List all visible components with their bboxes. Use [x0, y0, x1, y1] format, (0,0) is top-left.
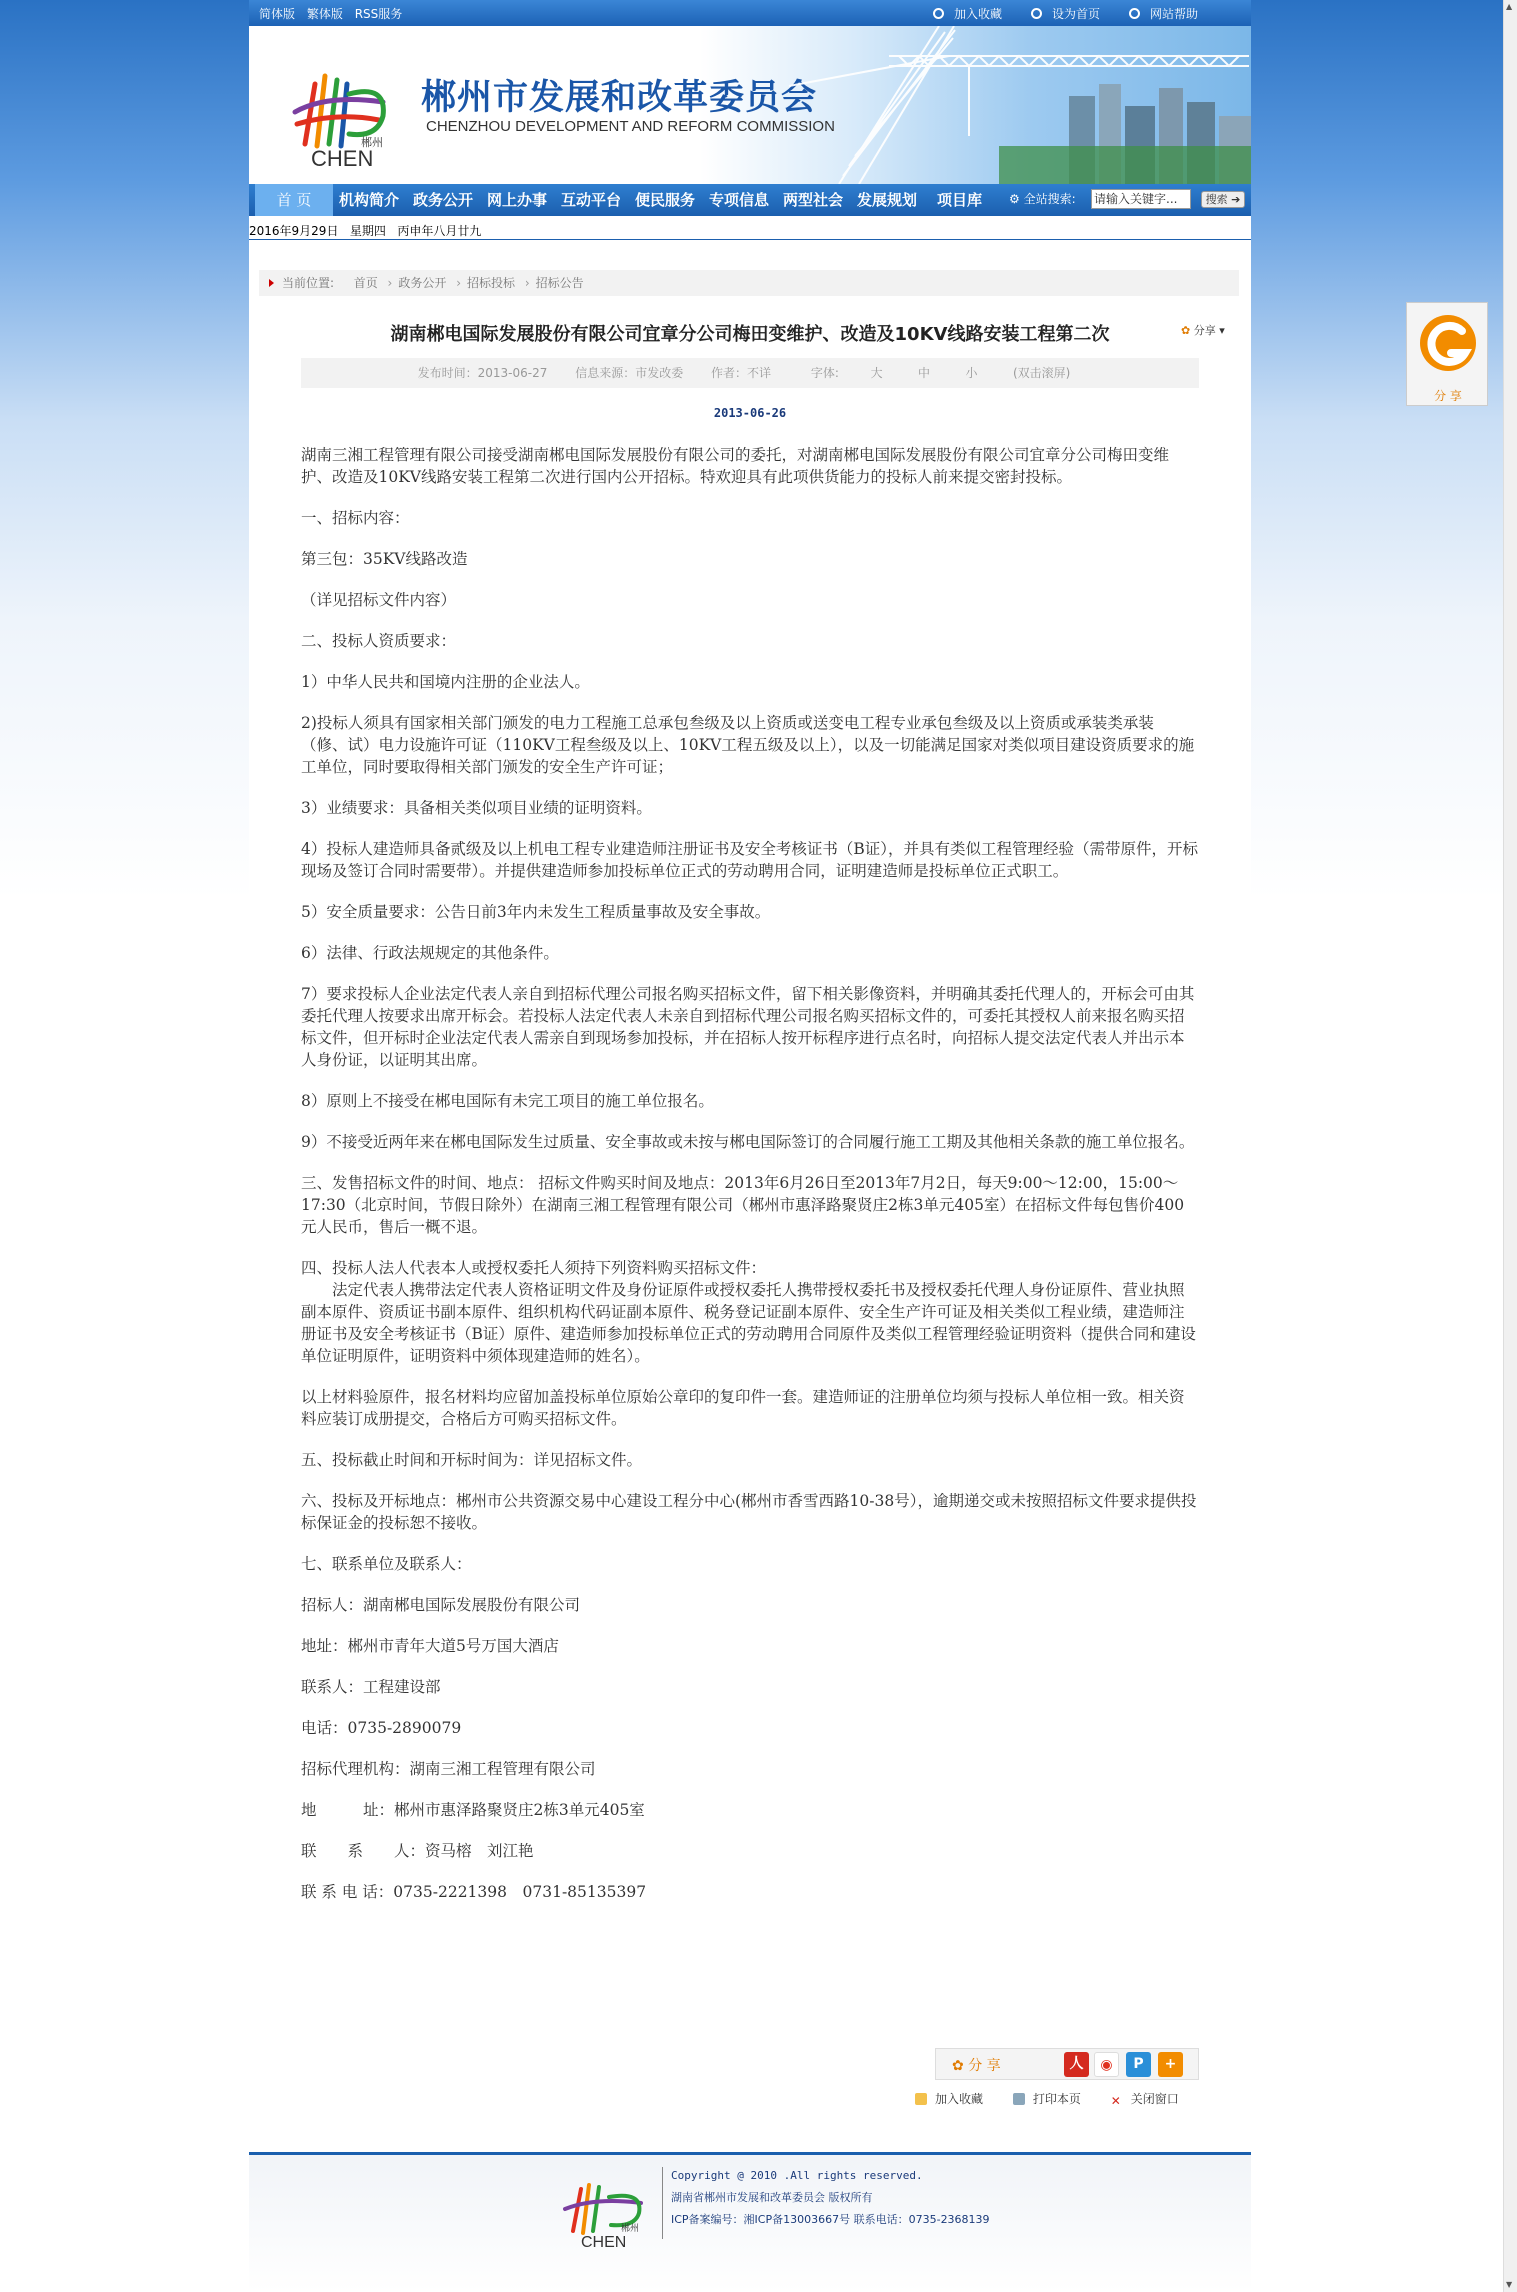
- paragraph: 联 系 电 话：0735-2221398 0731-85135397: [301, 1883, 647, 1901]
- simplified-link[interactable]: 简体版: [259, 7, 296, 21]
- article-date: 2013-06-26: [713, 406, 787, 420]
- paragraph: 9）不接受近两年来在郴电国际发生过质量、安全事故或未按与郴电国际签订的合同履行施工工期及其他相关条款的施工单位报名。: [301, 1133, 1195, 1151]
- renmin-icon[interactable]: 人: [1064, 2052, 1089, 2077]
- current-date: 2016年9月29日: [249, 224, 339, 238]
- paragraph: 第三包：35KV线路改造: [301, 550, 468, 568]
- paragraph: 六、投标及开标地点：郴州市公共资源交易中心建设工程分中心(郴州市香雪西路10-38号），逾期递交或未按照招标文件要求提供投标保证金的投标恕不接收。: [301, 1492, 1197, 1532]
- breadcrumb-gov-affairs[interactable]: 政务公开: [398, 276, 447, 290]
- chevron-down-icon: ▾: [1219, 324, 1225, 337]
- nav-gov-affairs[interactable]: 政务公开: [413, 191, 474, 209]
- city-crane-illustration: [769, 26, 1251, 184]
- chevron-right-icon: ›: [387, 276, 393, 290]
- paragraph: 5）安全质量要求：公告日前3年内未发生工程质量事故及安全事故。: [301, 903, 771, 921]
- close-window-button[interactable]: ✕ 关闭窗口: [1110, 2092, 1179, 2108]
- nav-special-info[interactable]: 专项信息: [709, 191, 770, 209]
- publish-time: 发布时间：2013-06-27: [417, 366, 548, 380]
- nav-interaction[interactable]: 互动平台: [561, 191, 622, 209]
- add-favorite-link[interactable]: 加入收藏: [933, 5, 1031, 22]
- qq-icon[interactable]: P: [1126, 2052, 1151, 2077]
- top-bar: [249, 0, 1251, 26]
- traditional-link[interactable]: 繁体版: [306, 7, 343, 21]
- nav-about[interactable]: 机构简介: [339, 191, 400, 209]
- paragraph: 联系人：工程建设部: [301, 1678, 441, 1696]
- share-label[interactable]: ✿ 分 享: [952, 2058, 1001, 2074]
- chevron-right-icon: ›: [456, 276, 462, 290]
- nav-online-service[interactable]: 网上办事: [487, 191, 548, 209]
- site-title: 郴州市发展和改革委员会: [421, 78, 818, 118]
- lunar-date: 丙申年八月廿九: [397, 224, 482, 238]
- font-medium-link[interactable]: 中: [918, 366, 931, 380]
- paragraph: 地 址：郴州市惠泽路聚贤庄2栋3单元405室: [301, 1801, 645, 1819]
- share-dropdown[interactable]: ✿ 分享 ▾: [1181, 324, 1225, 337]
- footer: [249, 2152, 1251, 2292]
- section4-title: 四、投标人法人代表本人或授权委托人须持下列资料购买招标文件：: [301, 1259, 767, 1277]
- article-body: [301, 444, 1199, 1922]
- paragraph: 4）投标人建造师具备贰级及以上机电工程专业建造师注册证书及安全考核证书（B证），并具有类似工程管理经验（需带原件，开标现场及签订合同时需要带）。并提供建造师参加投标单位正式的劳动聘用合同，证明建造师是投标单位正式职工。: [301, 840, 1199, 880]
- author: 作者：不详: [711, 366, 772, 380]
- breadcrumb-bid-notice[interactable]: 招标公告: [535, 276, 584, 290]
- font-large-link[interactable]: 大: [870, 366, 883, 380]
- share-logo-icon: ✿: [952, 2058, 964, 2074]
- double-click-scroll[interactable]: (双击滚屏): [1012, 366, 1071, 380]
- share-small-icon: ✿: [1181, 324, 1191, 337]
- add-favorite-button[interactable]: 加入收藏: [915, 2090, 983, 2107]
- paragraph: 2)投标人须具有国家相关部门颁发的电力工程施工总承包叁级及以上资质或送变电工程专业承包叁级及以上资质或承装类承装（修、试）电力设施许可证（110KV工程叁级及以上、10KV工程五级及以上），以及一切能满足国家对类似项目建设资质要求的施工单位，同时要取得相关部门颁发的安全生产许可证；: [301, 714, 1195, 776]
- nav-project-library[interactable]: 项目库: [937, 191, 983, 209]
- scroll-up-icon[interactable]: ▲: [1506, 2, 1513, 11]
- set-homepage-link[interactable]: 设为首页: [1031, 5, 1129, 22]
- chenzhou-logo-icon[interactable]: [287, 54, 397, 174]
- scroll-down-icon[interactable]: ▼: [1506, 2280, 1513, 2289]
- search-button[interactable]: 搜索 ➔: [1201, 191, 1245, 208]
- paragraph: 7）要求投标人企业法定代表人亲自到招标代理公司报名购买招标文件，留下相关影像资料，并明确其委托代理人的，开标会可由其委托代理人按要求出席开标会。若投标人法定代表人未亲自到招标代理公司报名购买招标文件的，可委托其授权人前来报名购买招标文件，但开标时企业法定代表人需亲自到现场参加投标，并在招标人按开标程序进行点名时，向招标人提交法定代表人并出示本人身份证，以证明其出席。: [301, 985, 1195, 1069]
- close-icon: ✕: [1110, 2094, 1121, 2108]
- more-icon[interactable]: +: [1158, 2052, 1183, 2077]
- paragraph: 一、招标内容：: [301, 509, 410, 527]
- floating-share-label: 分 享: [1434, 389, 1462, 403]
- floating-share-button[interactable]: [1406, 302, 1488, 406]
- paragraph: 七、联系单位及联系人：: [301, 1555, 472, 1573]
- header-banner: [249, 26, 1251, 184]
- main-nav: [249, 184, 1251, 216]
- footer-owner: 湖南省郴州市发展和改革委员会 版权所有: [671, 2191, 873, 2204]
- paragraph: 五、投标截止时间和开标时间为：详见招标文件。: [301, 1451, 643, 1469]
- weibo-icon[interactable]: ◉: [1094, 2052, 1119, 2077]
- svg-text:CHEN: CHEN: [581, 2234, 627, 2251]
- logo-sub: CHEN: [311, 146, 374, 171]
- paragraph: 8）原则上不接受在郴电国际有未完工项目的施工单位报名。: [301, 1092, 714, 1110]
- arrow-right-icon: ➔: [1231, 193, 1241, 206]
- page: [249, 0, 1251, 2292]
- paragraph: 1）中华人民共和国境内注册的企业法人。: [301, 673, 590, 691]
- footer-divider: [662, 2167, 663, 2239]
- current-weekday: 星期四: [349, 224, 386, 238]
- arrow-bullet-icon: [269, 279, 274, 287]
- font-size-control: 字体: 大 中 小 (双击滚屏): [810, 366, 1071, 380]
- breadcrumb-home[interactable]: 首页: [353, 276, 378, 290]
- search-input[interactable]: 请输入关键字...: [1091, 189, 1191, 209]
- logo-text: 郴州: [361, 136, 383, 149]
- paragraph: 电话：0735-2890079: [301, 1719, 462, 1737]
- paragraph: 以上材料验原件，报名材料均应留加盖投标单位原始公章印的复印件一套。建造师证的注册单位均须与投标人单位相一致。相关资料应装订成册提交，合格后方可购买招标文件。: [301, 1388, 1185, 1428]
- info-source: 信息来源：市发改委: [575, 366, 684, 380]
- print-button[interactable]: 打印本页: [1013, 2090, 1081, 2107]
- breadcrumb-label: 当前位置:: [282, 276, 335, 290]
- paragraph: 联 系 人：资马榕 刘江艳: [301, 1842, 534, 1860]
- paragraph: 招标代理机构：湖南三湘工程管理有限公司: [301, 1760, 596, 1778]
- paragraph: （详见招标文件内容）: [301, 591, 457, 609]
- search-icon: ⚙: [1009, 192, 1020, 206]
- nav-home[interactable]: 首 页: [255, 184, 333, 216]
- printer-icon: [1013, 2093, 1025, 2105]
- vertical-scrollbar[interactable]: [1503, 0, 1517, 2292]
- paragraph: 6）法律、行政法规规定的其他条件。: [301, 944, 559, 962]
- article-meta: [301, 358, 1199, 388]
- nav-planning[interactable]: 发展规划: [857, 191, 918, 209]
- chevron-right-icon: ›: [524, 276, 530, 290]
- breadcrumb-bidding[interactable]: 招标投标: [467, 276, 516, 290]
- section4: [301, 1257, 1199, 1367]
- footer-logo-icon: [559, 2171, 655, 2251]
- folder-icon: [915, 2093, 927, 2105]
- footer-text: [671, 2165, 990, 2231]
- article-tools: [915, 2090, 1205, 2107]
- nav-two-type-society[interactable]: 两型社会: [783, 191, 844, 209]
- site-help-link[interactable]: 网站帮助: [1129, 5, 1227, 22]
- paragraph: 二、投标人资质要求：: [301, 632, 457, 650]
- section4-body: 法定代表人携带法定代表人资格证明文件及身份证原件或授权委托人携带授权委托书及授权委托代理人身份证原件、营业执照副本原件、资质证书副本原件、组织机构代码证副本原件、税务登记证副本原件、安全生产许可证及相关类似工程业绩，建造师注册证书及安全考核证书（B证）原件、建造师参加投标单位正式的劳动聘用合同原件及类似工程管理经验证明资料（提供合同和建设单位证明原件，证明资料中须体现建造师的姓名）。: [301, 1281, 1196, 1365]
- date-bar: [249, 218, 1251, 240]
- paragraph: 三、发售招标文件的时间、地点： 招标文件购买时间及地点：2013年6月26日至2013年7月2日，每天9:00～12:00，15:00～17:30（北京时间，节假日除外）在湖南三湘工程管理有限公司（郴州市惠泽路聚贤庄2栋3单元405室）在招标文件每包售价400元人民币，售后一概不退。: [301, 1174, 1185, 1236]
- paragraph: 3）业绩要求：具备相关类似项目业绩的证明资料。: [301, 799, 652, 817]
- search-label: ⚙ 全站搜索:: [1009, 192, 1076, 206]
- share-logo-icon: [1407, 303, 1489, 383]
- footer-icp: ICP备案编号：湘ICP备13003667号 联系电话：0735-2368139: [671, 2213, 990, 2226]
- paragraph: 地址：郴州市青年大道5号万国大酒店: [301, 1637, 559, 1655]
- paragraph: 湖南三湘工程管理有限公司接受湖南郴电国际发展股份有限公司的委托，对湖南郴电国际发展股份有限公司宜章分公司梅田变维护、改造及10KV线路安装工程第二次进行国内公开招标。特欢迎具有此项供货能力的投标人前来提交密封投标。: [301, 446, 1170, 486]
- paragraph: 招标人：湖南郴电国际发展股份有限公司: [301, 1596, 581, 1614]
- svg-text:郴州: 郴州: [621, 2224, 640, 2234]
- site-subtitle: CHENZHOU DEVELOPMENT AND REFORM COMMISSION: [426, 118, 835, 135]
- nav-public-service[interactable]: 便民服务: [635, 191, 696, 209]
- rss-link[interactable]: RSS服务: [354, 7, 403, 21]
- article-title: 湖南郴电国际发展股份有限公司宜章分公司梅田变维护、改造及10KV线路安装工程第二次: [390, 324, 1110, 345]
- breadcrumb: [259, 270, 1239, 296]
- footer-copyright: Copyright @ 2010 .All rights reserved.: [671, 2169, 923, 2182]
- font-small-link[interactable]: 小: [965, 366, 978, 380]
- share-bar: [935, 2048, 1199, 2080]
